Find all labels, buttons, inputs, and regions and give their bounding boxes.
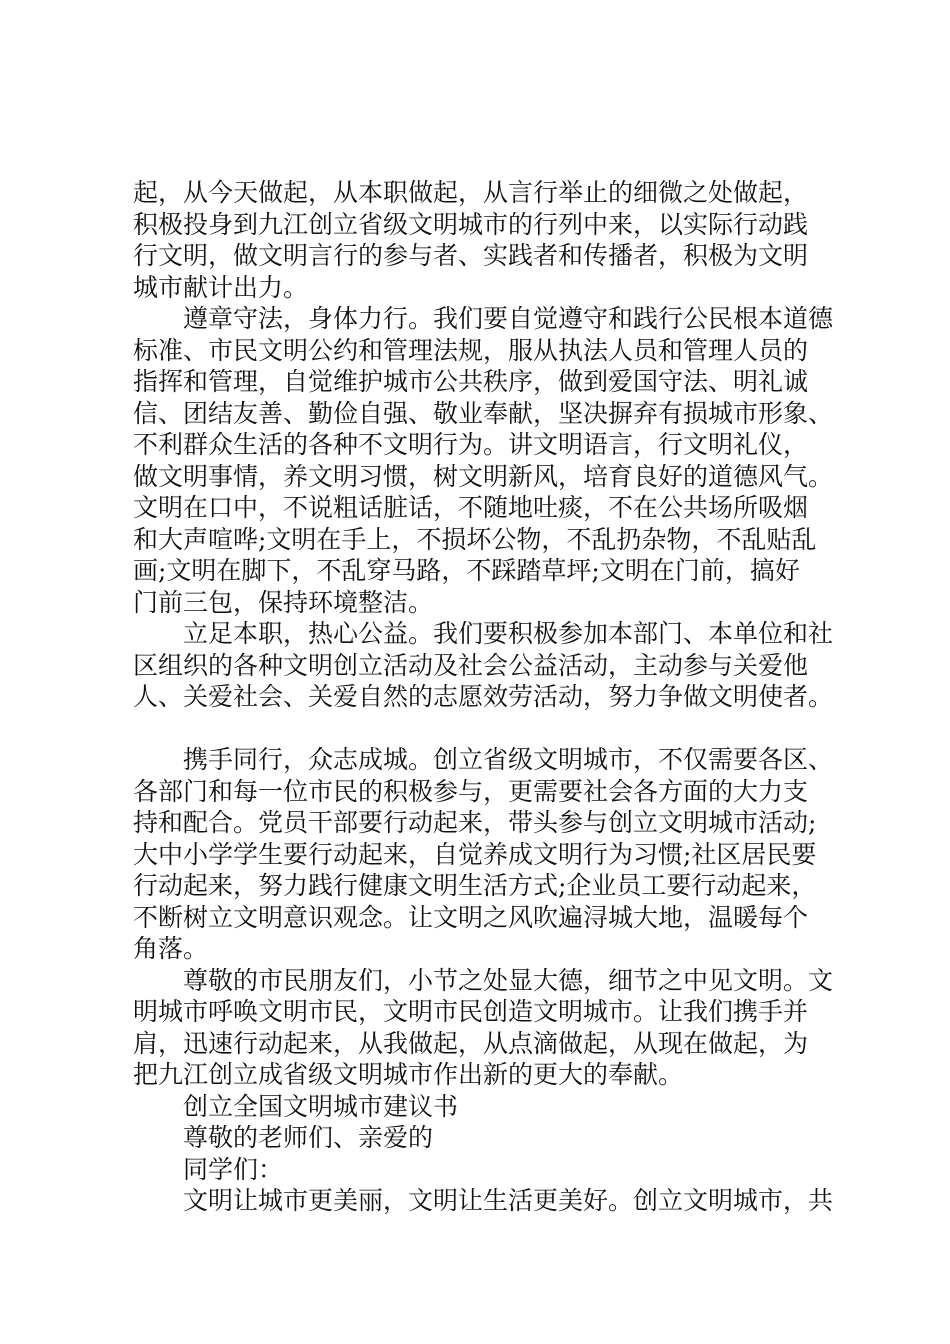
text-line: 各部门和每一位市民的积极参与，更需要社会各方面的大力支 [133, 776, 809, 806]
paragraph-start-line: 携手同行，众志成城。创立省级文明城市，不仅需要各区、 [183, 745, 834, 774]
text-line: 城市献计出力。 [133, 272, 309, 302]
text-line: 起，从今天做起，从本职做起，从言行举止的细微之处做起， [133, 178, 809, 207]
text-line: 文明在口中，不说粗话脏话，不随地吐痰，不在公共场所吸烟 [133, 493, 809, 522]
text-line: 做文明事情，养文明习惯，树文明新风，培育良好的道德风气。 [133, 461, 834, 491]
text-line: 画;文明在脚下，不乱穿马路，不踩踏草坪;文明在门前，搞好 [133, 556, 800, 585]
paragraph-start-line: 立足本职，热心公益。我们要积极参加本部门、本单位和社 [183, 619, 834, 648]
text-line: 不断树立文明意识观念。让文明之风吹遍浔城大地，温暖每个 [133, 902, 809, 932]
text-line: 持和配合。党员干部要行动起来，带头参与创立文明城市活动; [133, 808, 817, 837]
document-subtitle: 创立全国文明城市建议书 [183, 1091, 459, 1121]
text-line: 肩，迅速行动起来，从我做起，从点滴做起，从现在做起，为 [133, 1028, 809, 1058]
text-line: 标准、市民文明公约和管理法规，服从执法人员和管理人员的 [133, 335, 809, 365]
paragraph-start-line: 尊敬的市民朋友们，小节之处显大德，细节之中见文明。文 [183, 965, 834, 995]
salutation-line: 同学们： [183, 1154, 284, 1184]
text-line: 角落。 [133, 934, 209, 963]
text-line: 和大声喧哗;文明在手上，不损坏公物，不乱扔杂物，不乱贴乱 [133, 524, 817, 554]
text-line: 信、团结友善、勤俭自强、敬业奉献，坚决摒弃有损城市形象、 [133, 398, 834, 428]
text-line: 指挥和管理，自觉维护城市公共秩序，做到爱国守法、明礼诚 [133, 367, 809, 396]
text-line: 门前三包，保持环境整洁。 [133, 587, 434, 617]
salutation-line: 尊敬的老师们、亲爱的 [183, 1123, 434, 1152]
text-line: 大中小学学生要行动起来，自觉养成文明行为习惯;社区居民要 [133, 839, 817, 869]
text-line: 把九江创立成省级文明城市作出新的更大的奉献。 [133, 1060, 684, 1089]
text-line: 区组织的各种文明创立活动及社会公益活动，主动参与关爱他 [133, 650, 809, 680]
text-line: 明城市呼唤文明市民，文明市民创造文明城市。让我们携手并 [133, 997, 809, 1026]
text-line: 不利群众生活的各种不文明行为。讲文明语言，行文明礼仪， [133, 430, 809, 459]
paragraph-start-line: 文明让城市更美丽，文明让生活更美好。创立文明城市，共 [183, 1186, 834, 1215]
text-line: 人、关爱社会、关爱自然的志愿效劳活动，努力争做文明使者。 [133, 682, 834, 711]
paragraph-gap [133, 713, 853, 745]
paragraph-start-line: 遵章守法，身体力行。我们要自觉遵守和践行公民根本道德 [183, 304, 834, 333]
text-line: 积极投身到九江创立省级文明城市的行列中来，以实际行动践 [133, 209, 809, 239]
text-line: 行文明，做文明言行的参与者、实践者和传播者，积极为文明 [133, 241, 809, 270]
text-line: 行动起来，努力践行健康文明生活方式;企业员工要行动起来， [133, 871, 817, 900]
document-body [133, 177, 853, 1217]
